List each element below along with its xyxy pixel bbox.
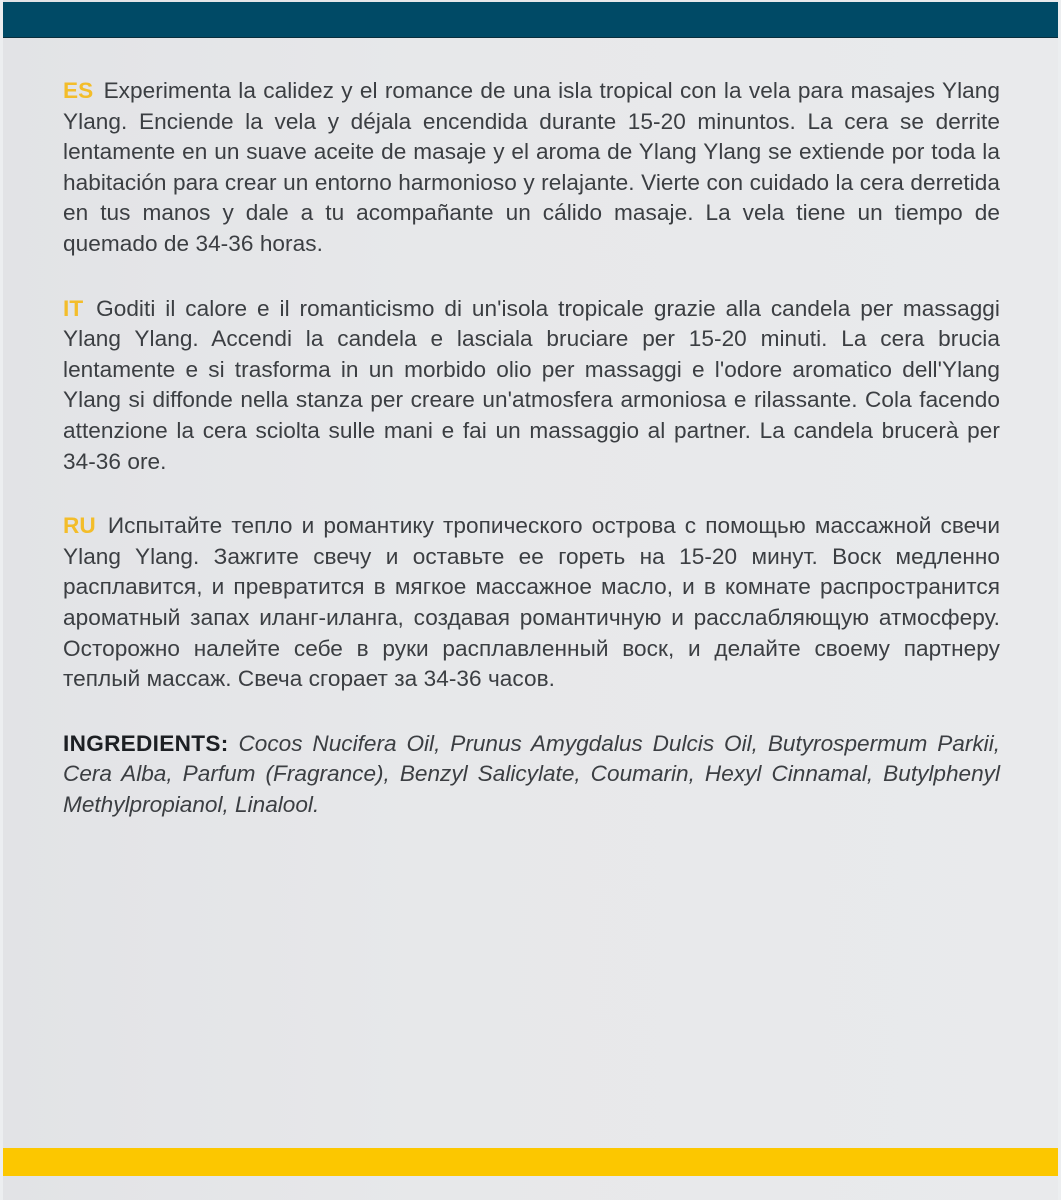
description-es bbox=[63, 76, 1000, 260]
ingredients-list: Cocos Nucifera Oil, Prunus Amygdalus Dulcis Oil, Butyrospermum Parkii, Cera Alba, Parfum (Fragrance), Benzyl Salicylate, Coumarin, Hexyl Cinnamal, Butylphenyl Methylpropianol, Linalool. bbox=[63, 730, 1000, 817]
language-code-es: ES bbox=[63, 78, 94, 103]
product-description bbox=[63, 76, 1000, 843]
language-code-ru: RU bbox=[63, 513, 96, 539]
description-ru bbox=[63, 511, 1000, 695]
ingredients-label: INGREDIENTS: bbox=[63, 730, 229, 756]
description-text-es: Experimenta la calidez y el romance de una isla tropical con la vela para masajes Ylang Ylang. Enciende la vela y déjala encendida durante 15-20 minuntos. La cera se derrite lentamente en un suave aceite de masaje y el aroma de Ylang Ylang se extiende por toda la habitación para crear un entorno harmonioso y relajante. Vierte con cuidado la cera derretida en tus manos y dale a tu acompañante un cálido masaje. La vela tiene un tiempo de quemado de 34-36 horas. bbox=[63, 78, 1000, 256]
ingredients bbox=[63, 729, 1000, 821]
top-color-bar bbox=[3, 2, 1058, 38]
description-text-it: Goditi il calore e il romanticismo di un'isola tropicale grazie alla candela per massaggi Ylang Ylang. Accendi la candela e lasciala bruciare per 15-20 minuti. La cera brucia lentamente e si trasforma in un morbido olio per massaggi e l'odore aromatico dell'Ylang Ylang si diffonde nella stanza per creare un'atmosfera armoniosa e rilassante. Cola facendo attenzione la cera sciolta sulle mani e fai un massaggio al partner. La candela brucerà per 34-36 ore. bbox=[63, 295, 1000, 474]
bottom-color-band bbox=[3, 1148, 1058, 1176]
description-text-ru: Испытайте тепло и романтику тропического острова с помощью массажной свечи Ylang Ylang. Зажгите свечу и оставьте ее гореть на 15-20 минут. Воск медленно расплавится, и превратится в мягкое массажное масло, и в комнате распространится ароматный запах иланг-иланга, создавая романтичную и расслабляющую атмосферу. Осторожно налейте себе в руки расплавленный воск, и делайте своему партнеру теплый массаж. Свеча сгорает за 34-36 часов. bbox=[63, 513, 1000, 692]
description-it bbox=[63, 294, 1000, 478]
language-code-it: IT bbox=[63, 295, 84, 321]
